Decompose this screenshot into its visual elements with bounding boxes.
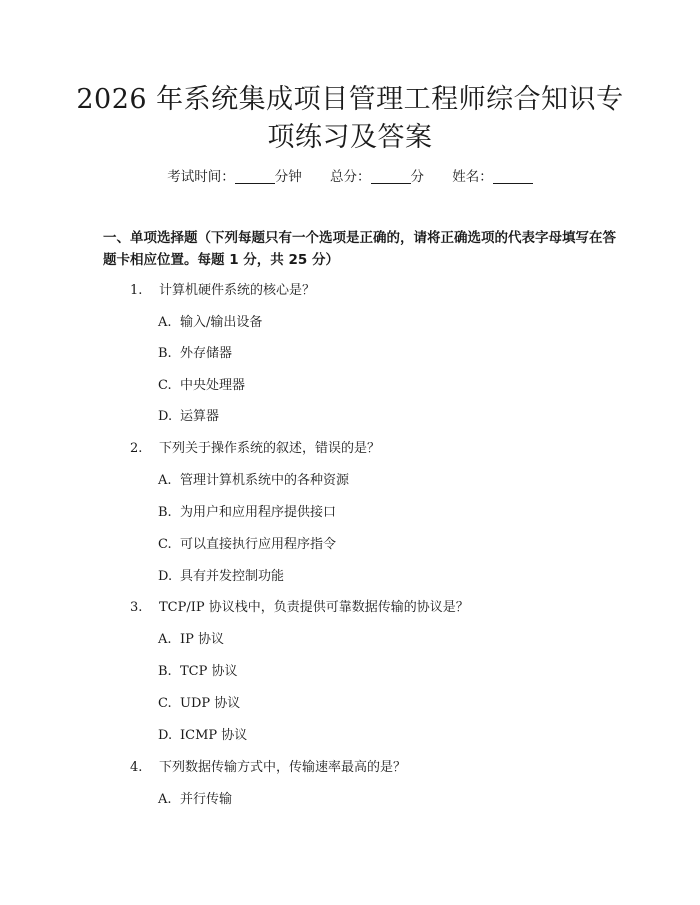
question-number: 1.: [130, 283, 143, 298]
question-2-option-c: [158, 536, 336, 554]
exam-time-blank: [235, 169, 275, 184]
option-letter: A.: [158, 632, 172, 647]
option-letter: B.: [158, 346, 172, 361]
total-score-unit: 分: [410, 169, 424, 185]
option-letter: A.: [158, 473, 172, 488]
option-text: 为用户和应用程序提供接口: [180, 505, 337, 520]
question-1-option-a: [158, 314, 262, 332]
question-3-option-b: [158, 663, 238, 681]
option-letter: C.: [158, 378, 172, 393]
option-letter: B.: [158, 505, 172, 520]
option-text: 具有并发控制功能: [180, 569, 285, 584]
total-score-blank: [371, 169, 411, 184]
option-text: TCP 协议: [180, 664, 238, 679]
option-text: 运算器: [180, 409, 220, 424]
option-letter: D.: [158, 569, 173, 584]
document-title-line-1: 2026 年系统集成项目管理工程师综合知识专: [76, 84, 624, 115]
option-text: 外存储器: [180, 346, 233, 361]
option-letter: A.: [158, 315, 172, 330]
question-3: [130, 599, 469, 617]
option-letter: D.: [158, 409, 173, 424]
question-1-option-c: [158, 377, 245, 395]
student-name-label: 姓名：: [452, 169, 493, 185]
exam-time-label: 考试时间：: [167, 169, 235, 185]
question-text: 下列关于操作系统的叙述，错误的是？: [159, 441, 381, 456]
question-4: [130, 759, 406, 777]
option-text: 输入/输出设备: [180, 315, 263, 330]
option-text: 中央处理器: [180, 378, 246, 393]
total-score-label: 总分：: [330, 169, 371, 185]
question-3-option-d: [158, 727, 247, 745]
student-name-field: [452, 169, 533, 185]
exam-time-unit: 分钟: [274, 169, 302, 185]
option-letter: D.: [158, 728, 173, 743]
question-1-option-d: [158, 408, 219, 426]
exam-meta-row: [0, 166, 700, 188]
question-2-option-a: [158, 472, 349, 490]
question-2: [130, 440, 380, 458]
question-1: [130, 282, 315, 300]
question-number: 3.: [130, 600, 143, 615]
question-3-option-c: [158, 695, 240, 713]
option-text: IP 协议: [180, 632, 225, 647]
question-text: TCP/IP 协议栈中，负责提供可靠数据传输的协议是？: [159, 600, 469, 615]
option-letter: A.: [158, 792, 172, 807]
option-text: 管理计算机系统中的各种资源: [180, 473, 350, 488]
option-letter: C.: [158, 696, 172, 711]
question-text: 下列数据传输方式中，传输速率最高的是？: [159, 760, 407, 775]
option-letter: B.: [158, 664, 172, 679]
student-name-blank: [493, 169, 533, 184]
option-letter: C.: [158, 537, 172, 552]
option-text: 并行传输: [180, 792, 233, 807]
question-4-option-a: [158, 791, 232, 809]
option-text: UDP 协议: [180, 696, 241, 711]
question-number: 2.: [130, 441, 143, 456]
option-text: 可以直接执行应用程序指令: [180, 537, 337, 552]
question-2-option-d: [158, 568, 284, 586]
question-text: 计算机硬件系统的核心是？: [159, 283, 316, 298]
section-heading: 一、单项选择题（下列每题只有一个选项是正确的，请将正确选项的代表字母填写在答题卡相应位置。每题 1 分，共 25 分）: [103, 230, 616, 268]
question-2-option-b: [158, 504, 336, 522]
question-1-option-b: [158, 345, 232, 363]
total-score-field: [330, 169, 428, 185]
question-number: 4.: [130, 760, 143, 775]
option-text: ICMP 协议: [180, 728, 248, 743]
exam-time-field: [167, 169, 306, 185]
document-title-line-2: 项练习及答案: [267, 122, 433, 153]
question-3-option-a: [158, 631, 224, 649]
